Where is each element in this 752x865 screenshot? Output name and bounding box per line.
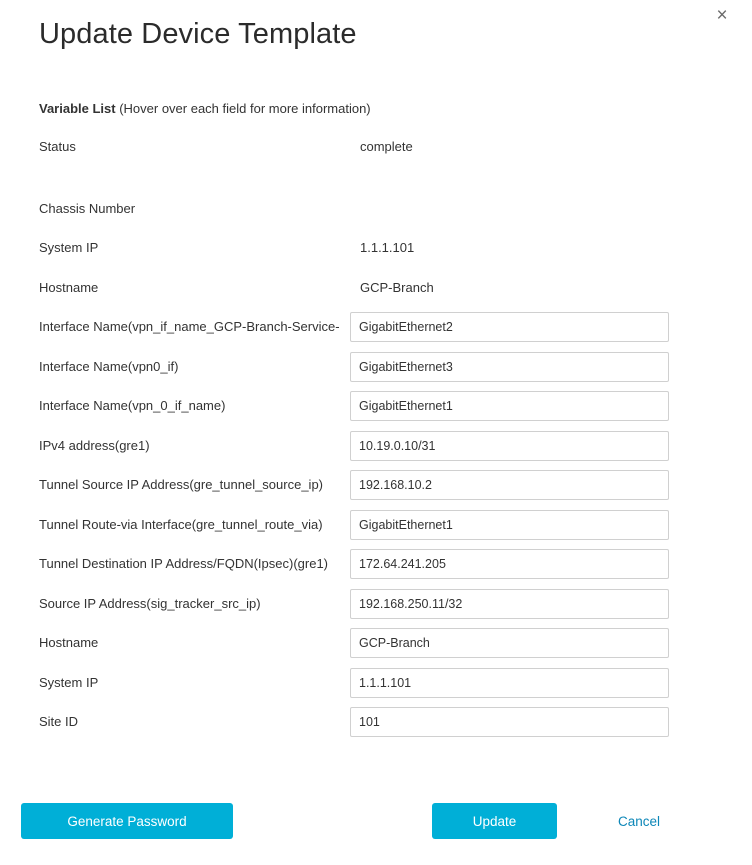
generate-password-button[interactable]: Generate Password xyxy=(21,803,233,839)
field-value: GCP-Branch xyxy=(360,279,434,295)
field-label: Interface Name(vpn_if_name_GCP-Branch-Service- xyxy=(39,319,340,334)
field-input[interactable] xyxy=(350,668,669,698)
field-label: Source IP Address(sig_tracker_src_ip) xyxy=(39,595,261,611)
field-label: System IP xyxy=(39,240,99,255)
form-row xyxy=(0,351,752,391)
field-input[interactable] xyxy=(350,510,669,540)
field-label: Chassis Number xyxy=(39,200,136,216)
variable-list-form xyxy=(0,131,752,746)
field-label: Hostname xyxy=(39,635,99,650)
form-row xyxy=(0,390,752,430)
form-row xyxy=(0,311,752,351)
field-label: Interface Name(vpn0_if) xyxy=(39,358,179,374)
field-input[interactable] xyxy=(350,391,669,421)
field-input[interactable] xyxy=(350,589,669,619)
form-row xyxy=(0,430,752,470)
variable-list-header xyxy=(39,101,371,116)
field-input[interactable] xyxy=(350,628,669,658)
form-row xyxy=(0,588,752,628)
update-button[interactable]: Update xyxy=(432,803,557,839)
form-row xyxy=(0,627,752,667)
form-row xyxy=(0,667,752,707)
field-value: complete xyxy=(360,139,413,154)
form-row xyxy=(0,469,752,509)
field-label: Status xyxy=(39,139,76,154)
variable-list-label: Variable List xyxy=(39,101,116,116)
field-label: Tunnel Source IP Address(gre_tunnel_source_ip) xyxy=(39,477,324,492)
field-label: System IP xyxy=(39,674,99,690)
form-row xyxy=(0,272,752,312)
dialog-footer xyxy=(0,803,752,839)
form-row xyxy=(0,193,752,233)
close-icon[interactable]: × xyxy=(710,4,734,28)
field-input[interactable] xyxy=(350,707,669,737)
field-label: Tunnel Route-via Interface(gre_tunnel_route_via) xyxy=(39,516,323,532)
form-row xyxy=(0,232,752,272)
field-input[interactable] xyxy=(350,352,669,382)
field-value: 1.1.1.101 xyxy=(360,240,415,255)
form-row xyxy=(0,131,752,171)
form-row xyxy=(0,171,752,193)
page-title: Update Device Template xyxy=(39,18,357,50)
field-label: Interface Name(vpn_0_if_name) xyxy=(39,398,226,413)
variable-list-hint: (Hover over each field for more information) xyxy=(115,101,371,116)
form-row xyxy=(0,548,752,588)
field-input[interactable] xyxy=(350,470,669,500)
field-label: Tunnel Destination IP Address/FQDN(Ipsec)(gre1) xyxy=(39,556,329,571)
field-label: Site ID xyxy=(39,714,79,729)
form-row xyxy=(0,509,752,549)
field-label: IPv4 address(gre1) xyxy=(39,437,150,453)
field-label: Hostname xyxy=(39,279,99,295)
field-input[interactable] xyxy=(350,549,669,579)
form-row xyxy=(0,706,752,746)
field-input[interactable] xyxy=(350,312,669,342)
field-input[interactable] xyxy=(350,431,669,461)
cancel-button[interactable]: Cancel xyxy=(596,803,682,839)
